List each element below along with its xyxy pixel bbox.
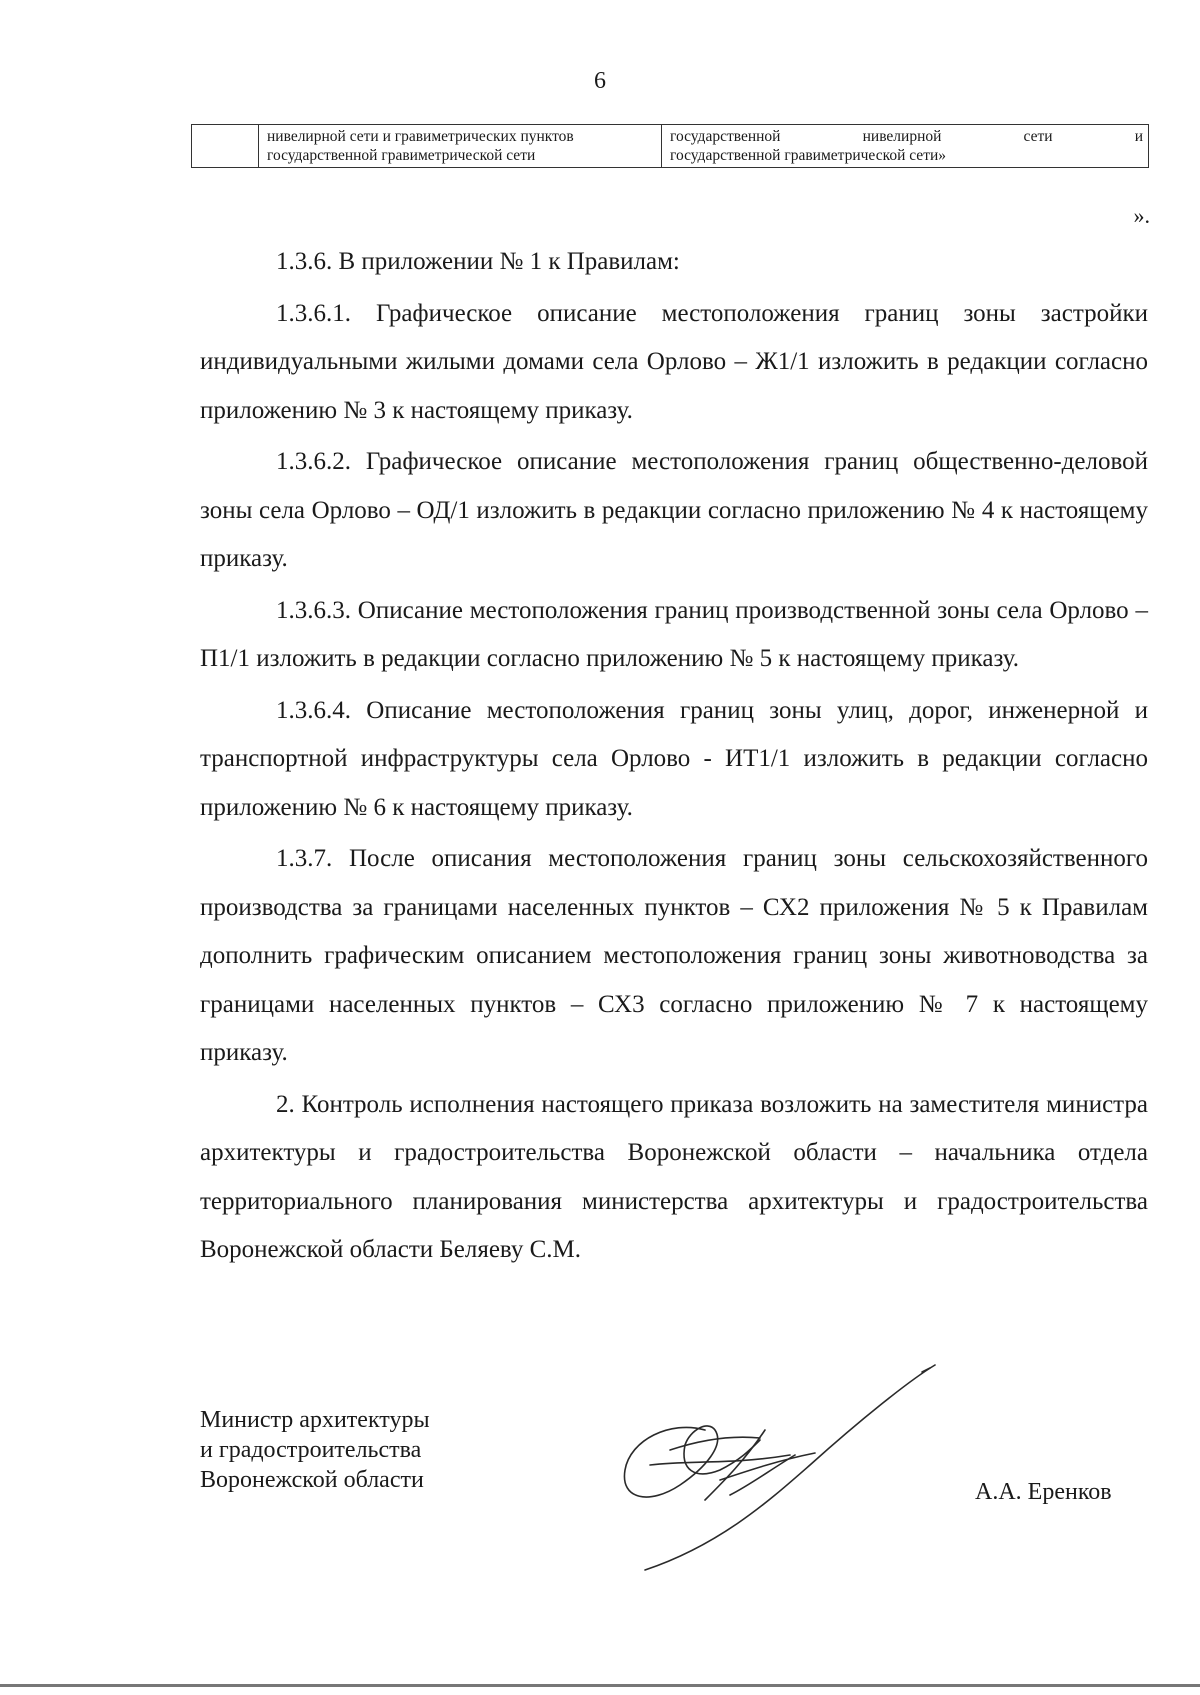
table-cell-description-line-1: государственной нивелирной сети и [670,128,1143,145]
table-cell-item: нивелирной сети и гравиметрических пунктов государственной гравиметрической сети [259,125,662,168]
continuation-table [191,124,1149,168]
paragraph-1-3-6-2: 1.3.6.2. Графическое описание местоположения границ общественно-деловой зоны села Орлово – ОД/1 изложить в редакции согласно приложению № 4 к настоящему приказу. [200,448,1148,572]
handwritten-signature [610,1360,940,1580]
page-bottom-rule [0,1684,1200,1687]
paragraph-1-3-6-1: 1.3.6.1. Графическое описание местоположения границ зоны застройки индивидуальными жилыми домами села Орлово – Ж1/1 изложить в редакции согласно приложению № 3 к настоящему приказу. [200,299,1148,424]
signatory-title-line-3: Воронежской области [200,1467,424,1493]
table-cell-description [662,125,1149,168]
document-body [200,238,1148,1278]
table-cell-number [192,125,259,168]
table-cell-description-line-2: государственной гравиметрической сети» [670,147,947,164]
page-number: 6 [594,68,606,94]
table-row [192,125,1149,168]
closing-quote: ». [1133,203,1150,228]
paragraph-1-3-6: 1.3.6. В приложении № 1 к Правилам: [276,248,680,275]
signatory-name: А.А. Еренков [975,1479,1112,1505]
paragraph-1-3-7: 1.3.7. После описания местоположения границ зоны сельскохозяйственного производства за границами населенных пунктов – СХ2 приложения № 5 к Правилам дополнить графическим описанием местоположения границ зоны животноводства за границами населенных пунктов – СХ3 согласно приложению № 7 к настоящему приказу. [200,845,1148,1066]
paragraph-2: 2. Контроль исполнения настоящего приказа возложить на заместителя министра архитектуры и градостроительства Воронежской области – начальника отдела территориального планирования министерства архитектуры и градостроительства Воронежской области Беляеву С.М. [200,1090,1148,1263]
signatory-title-line-1: Министр архитектуры [200,1407,430,1433]
signatory-title-line-2: и градостроительства [200,1437,422,1463]
paragraph-1-3-6-3: 1.3.6.3. Описание местоположения границ производственной зоны села Орлово – П1/1 изложить в редакции согласно приложению № 5 к настоящему приказу. [200,596,1148,672]
paragraph-1-3-6-4: 1.3.6.4. Описание местоположения границ зоны улиц, дорог, инженерной и транспортной инфраструктуры села Орлово - ИТ1/1 изложить в редакции согласно приложению № 6 к настоящему приказу. [200,696,1148,821]
signatory-title [200,1405,430,1495]
